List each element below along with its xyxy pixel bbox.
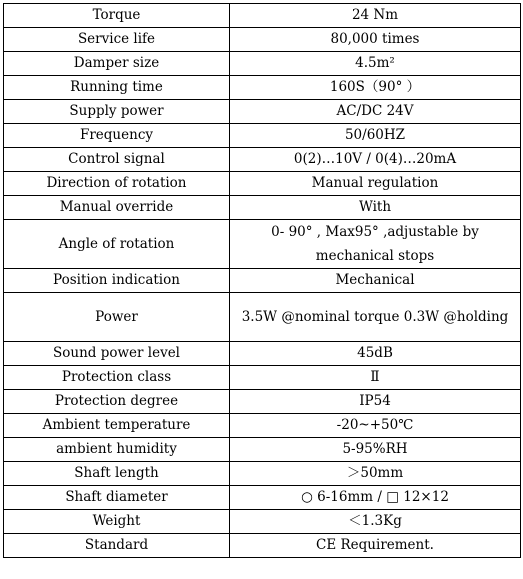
spec-row-running-time: [4, 76, 521, 100]
spec-row-shaft-diameter: [4, 486, 521, 510]
spec-label: Shaft diameter: [4, 486, 230, 510]
spec-label: Standard: [4, 534, 230, 558]
spec-row-supply-power: [4, 100, 521, 124]
spec-value: 5-95%RH: [230, 438, 521, 462]
spec-row-protection-class: [4, 366, 521, 390]
spec-label: Supply power: [4, 100, 230, 124]
spec-row-shaft-length: [4, 462, 521, 486]
spec-row-damper-size: [4, 52, 521, 76]
spec-row-weight: [4, 510, 521, 534]
spec-value: ○ 6-16mm / □ 12×12: [230, 486, 521, 510]
spec-label: Control signal: [4, 148, 230, 172]
spec-row-angle-of-rotation: [4, 220, 521, 269]
spec-value: ＜1.3Kg: [230, 510, 521, 534]
spec-label: Service life: [4, 28, 230, 52]
spec-row-ambient-humidity: [4, 438, 521, 462]
spec-value: With: [230, 196, 521, 220]
spec-label: Running time: [4, 76, 230, 100]
spec-label: Sound power level: [4, 342, 230, 366]
spec-label: Position indication: [4, 269, 230, 293]
spec-row-position-indication: [4, 269, 521, 293]
spec-value: 45dB: [230, 342, 521, 366]
spec-value: 24 Nm: [230, 4, 521, 28]
spec-row-torque: [4, 4, 521, 28]
spec-label: Weight: [4, 510, 230, 534]
spec-row-ambient-temperature: [4, 414, 521, 438]
spec-row-frequency: [4, 124, 521, 148]
spec-label: Angle of rotation: [4, 220, 230, 269]
spec-value: Ⅱ: [230, 366, 521, 390]
specification-table: [3, 3, 521, 558]
spec-label: Protection degree: [4, 390, 230, 414]
spec-label: Ambient temperature: [4, 414, 230, 438]
spec-value: 0(2)…10V / 0(4)…20mA: [230, 148, 521, 172]
spec-value: 4.5m²: [230, 52, 521, 76]
spec-label: Torque: [4, 4, 230, 28]
spec-label: Damper size: [4, 52, 230, 76]
spec-value: AC/DC 24V: [230, 100, 521, 124]
spec-value: Mechanical: [230, 269, 521, 293]
spec-row-protection-degree: [4, 390, 521, 414]
spec-row-power: [4, 293, 521, 342]
spec-label: Manual override: [4, 196, 230, 220]
spec-label: Direction of rotation: [4, 172, 230, 196]
spec-value: ＞50mm: [230, 462, 521, 486]
spec-label: ambient humidity: [4, 438, 230, 462]
spec-value: 160S（90° ）: [230, 76, 521, 100]
spec-row-standard: [4, 534, 521, 558]
spec-label: Power: [4, 293, 230, 342]
spec-label: Shaft length: [4, 462, 230, 486]
spec-value: 80,000 times: [230, 28, 521, 52]
spec-row-control-signal: [4, 148, 521, 172]
spec-value: 0- 90° , Max95° ,adjustable by mechanical stops: [230, 220, 521, 269]
spec-label: Protection class: [4, 366, 230, 390]
spec-value: CE Requirement.: [230, 534, 521, 558]
spec-label: Frequency: [4, 124, 230, 148]
spec-row-direction-of-rotation: [4, 172, 521, 196]
spec-value: Manual regulation: [230, 172, 521, 196]
spec-row-manual-override: [4, 196, 521, 220]
spec-row-service-life: [4, 28, 521, 52]
spec-value: 50/60HZ: [230, 124, 521, 148]
spec-value: IP54: [230, 390, 521, 414]
spec-row-sound-power-level: [4, 342, 521, 366]
spec-value: 3.5W @nominal torque 0.3W @holding: [230, 293, 521, 342]
spec-value: -20~+50℃: [230, 414, 521, 438]
